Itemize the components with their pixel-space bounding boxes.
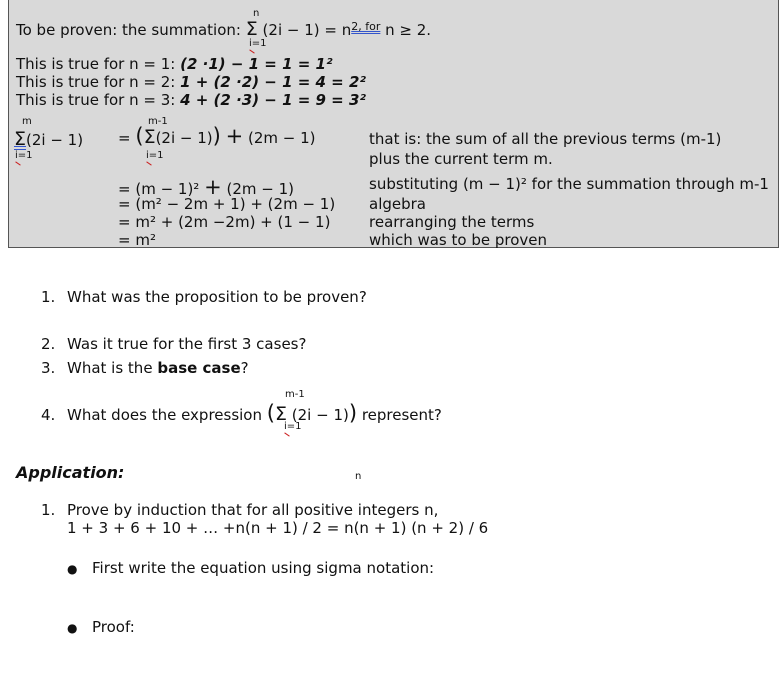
bullet-dot: ● bbox=[67, 562, 78, 576]
paren-close: ) bbox=[212, 124, 221, 148]
question-3-num: 3. bbox=[41, 359, 56, 377]
application-line-1: Prove by induction that for all positive integers n, bbox=[67, 501, 439, 519]
sum-left bbox=[14, 128, 83, 150]
inner-sigma: Σ bbox=[143, 126, 156, 148]
question-4-sigma-lower: i=1 bbox=[284, 421, 302, 432]
application-heading: Application: bbox=[16, 463, 125, 482]
sigma-upper-n: n bbox=[253, 8, 260, 19]
paren-open: ( bbox=[135, 124, 144, 148]
proposition-term: (2i − 1) = n bbox=[262, 21, 352, 39]
comment-5: rearranging the terms bbox=[369, 213, 535, 231]
question-3-bold: base case bbox=[157, 359, 241, 377]
stray-n: n bbox=[355, 471, 362, 482]
sigma-symbol: Σ bbox=[245, 18, 258, 40]
comment-1: that is: the sum of all the previous terms (m-1) bbox=[369, 130, 722, 148]
case-3 bbox=[16, 91, 366, 109]
inner-term: (2i − 1) bbox=[155, 129, 213, 147]
bullet-1-text: First write the equation using sigma notation: bbox=[92, 559, 435, 577]
question-1-num: 1. bbox=[41, 288, 56, 306]
question-4-text-before: What does the expression bbox=[67, 406, 262, 424]
question-1 bbox=[41, 288, 367, 306]
comment-4: algebra bbox=[369, 195, 426, 213]
case-2-expr: 1 + (2 ·2) − 1 = 4 = 2² bbox=[180, 73, 366, 91]
bullet-dot: ● bbox=[67, 621, 78, 635]
question-4-sigma: Σ bbox=[274, 403, 287, 425]
question-4-num: 4. bbox=[41, 406, 56, 424]
sum-right bbox=[118, 124, 316, 148]
plus-sign: + bbox=[225, 124, 244, 148]
inner-sum-lower: i=1 bbox=[146, 150, 164, 161]
sum-left-sigma: Σ bbox=[14, 128, 27, 150]
step-1-b: (2m − 1) bbox=[226, 180, 295, 198]
question-2-num: 2. bbox=[41, 335, 56, 353]
bullet-2 bbox=[67, 618, 135, 636]
inner-sum-upper: m-1 bbox=[148, 116, 168, 127]
question-4-text-after: represent? bbox=[361, 406, 442, 424]
question-3-text-after: ? bbox=[240, 359, 249, 377]
question-4-paren-open: ( bbox=[266, 401, 275, 425]
question-4 bbox=[41, 401, 442, 425]
comment-6: which was to be proven bbox=[369, 231, 548, 249]
question-4-expr: (2i − 1) bbox=[291, 406, 349, 424]
question-4-sigma-upper: m-1 bbox=[285, 389, 305, 400]
case-1-prefix: This is true for n = 1: bbox=[16, 55, 176, 73]
application-item-num: 1. bbox=[41, 501, 56, 519]
sum-equals: = bbox=[118, 129, 131, 147]
step-4: = m² bbox=[118, 231, 156, 249]
case-2-prefix: This is true for n = 2: bbox=[16, 73, 176, 91]
spell-mark bbox=[284, 432, 289, 436]
question-3-text-before: What is the bbox=[67, 359, 153, 377]
current-term: (2m − 1) bbox=[248, 129, 316, 147]
case-2 bbox=[16, 73, 366, 91]
case-3-expr: 4 + (2 ·3) − 1 = 9 = 3² bbox=[180, 91, 366, 109]
step-3: = m² + (2m −2m) + (1 − 1) bbox=[118, 213, 331, 231]
question-4-paren-close: ) bbox=[348, 401, 358, 425]
step-2: = (m² − 2m + 1) + (2m − 1) bbox=[118, 195, 336, 213]
bullet-2-text: Proof: bbox=[92, 618, 135, 636]
step-1-a: = (m − 1)² bbox=[118, 180, 200, 198]
case-1 bbox=[16, 55, 333, 73]
sum-left-term: (2i − 1) bbox=[26, 131, 84, 149]
question-1-text: What was the proposition to be proven? bbox=[67, 288, 367, 306]
bullet-1 bbox=[67, 559, 434, 577]
comment-2: plus the current term m. bbox=[369, 150, 553, 168]
comment-3: substituting (m − 1)² for the summation through m-1 bbox=[369, 175, 769, 193]
sigma-lower-i1: i=1 bbox=[249, 38, 267, 49]
application-item-1 bbox=[41, 501, 438, 519]
case-1-expr: (2 ·1) − 1 = 1 = 1² bbox=[180, 55, 333, 73]
question-2 bbox=[41, 335, 306, 353]
proposition-condition: n ≥ 2. bbox=[385, 21, 432, 39]
question-2-text: Was it true for the first 3 cases? bbox=[67, 335, 307, 353]
question-3 bbox=[41, 359, 249, 377]
proposition-prefix: To be proven: the summation: bbox=[16, 21, 241, 39]
step-1-plus: + bbox=[204, 175, 222, 199]
case-3-prefix: This is true for n = 3: bbox=[16, 91, 176, 109]
application-line-2: 1 + 3 + 6 + 10 + … +n(n + 1) / 2 = n(n + 1) (n + 2) / 6 bbox=[67, 519, 489, 537]
sum-lower-i1: i=1 bbox=[15, 150, 33, 161]
proposition-exponent: 2, for bbox=[351, 20, 381, 33]
proposition-line bbox=[16, 18, 431, 40]
sum-upper-m: m bbox=[22, 116, 32, 127]
